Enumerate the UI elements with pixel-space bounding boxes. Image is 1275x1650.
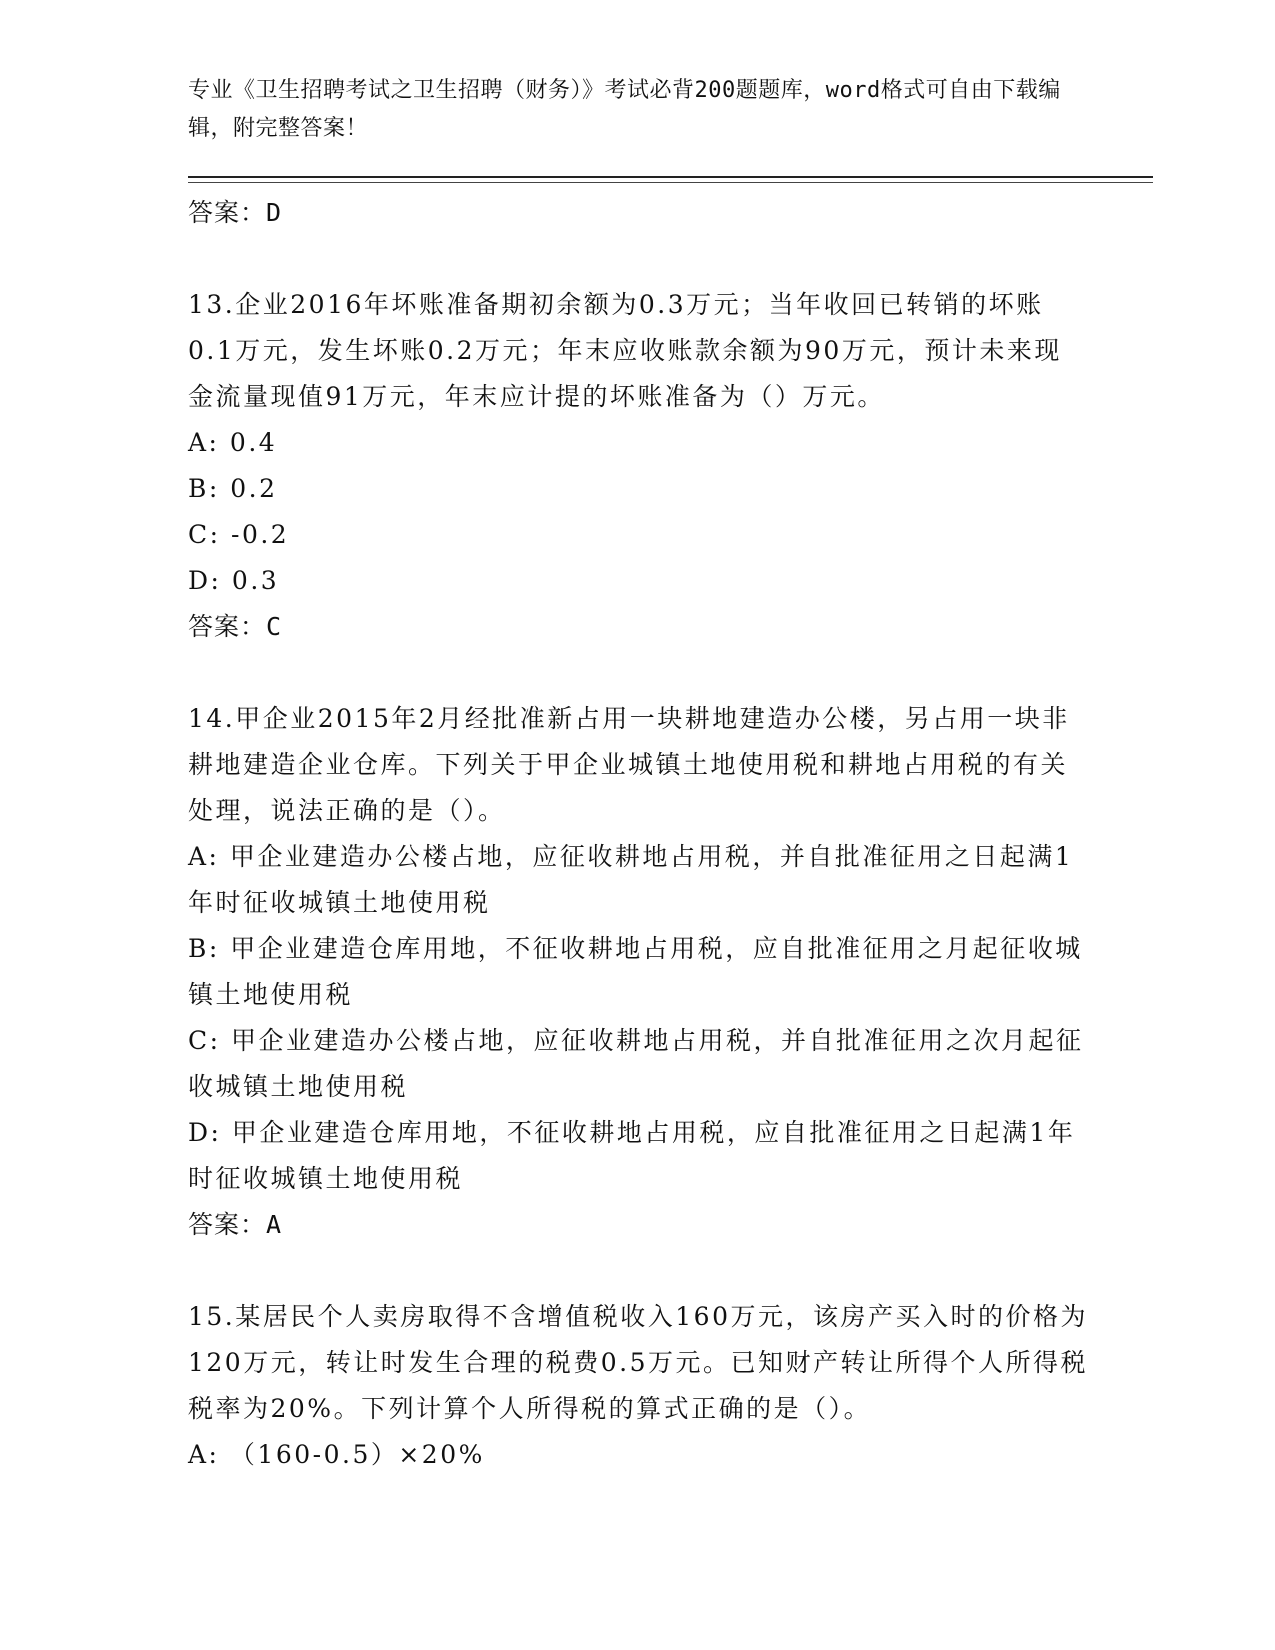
option-c: C: 甲企业建造办公楼占地，应征收耕地占用税，并自批准征用之次月起征收城镇土地使用税	[188, 1026, 1084, 1101]
question-14	[188, 696, 1088, 1248]
question-stem: 15.某居民个人卖房取得不含增值税收入160万元，该房产买入时的价格为120万元，转让时发生合理的税费0.5万元。已知财产转让所得个人所得税税率为20%。下列计算个人所得税的算式正确的是（）。	[188, 1302, 1088, 1423]
question-stem: 13.企业2016年坏账准备期初余额为0.3万元；当年收回已转销的坏账0.1万元，发生坏账0.2万元；年末应收账款余额为90万元，预计未来现金流量现值91万元，年末应计提的坏账准备为（）万元。	[188, 290, 1062, 411]
option-d: D: 甲企业建造仓库用地，不征收耕地占用税，应自批准征用之日起满1年时征收城镇土地使用税	[188, 1118, 1076, 1193]
option-d: D: 0.3	[188, 566, 280, 595]
option-c: C: -0.2	[188, 520, 290, 549]
question-content	[188, 186, 1088, 1478]
question-13	[188, 282, 1088, 650]
header-divider-thick	[188, 176, 1153, 178]
option-a: A: （160-0.5）×20%	[188, 1440, 485, 1469]
answer-line: 答案：A	[188, 1210, 283, 1239]
header-divider-thin	[188, 182, 1153, 183]
spacer	[188, 236, 1088, 282]
question-15	[188, 1294, 1088, 1478]
option-a: A: 甲企业建造办公楼占地，应征收耕地占用税，并自批准征用之日起满1年时征收城镇土地使用税	[188, 842, 1074, 917]
option-b: B: 甲企业建造仓库用地，不征收耕地占用税，应自批准征用之月起征收城镇土地使用税	[188, 934, 1083, 1009]
question-stem: 14.甲企业2015年2月经批准新占用一块耕地建造办公楼，另占用一块非耕地建造企业仓库。下列关于甲企业城镇土地使用税和耕地占用税的有关处理，说法正确的是（）。	[188, 704, 1070, 825]
document-header: 专业《卫生招聘考试之卫生招聘（财务）》考试必背200题题库，word格式可自由下载编辑，附完整答案！	[188, 78, 1061, 141]
option-b: B: 0.2	[188, 474, 278, 503]
spacer	[188, 650, 1088, 696]
spacer	[188, 1248, 1088, 1294]
answer-line: 答案：C	[188, 612, 283, 641]
answer-line-12: 答案：D	[188, 198, 283, 227]
option-a: A: 0.4	[188, 428, 278, 457]
